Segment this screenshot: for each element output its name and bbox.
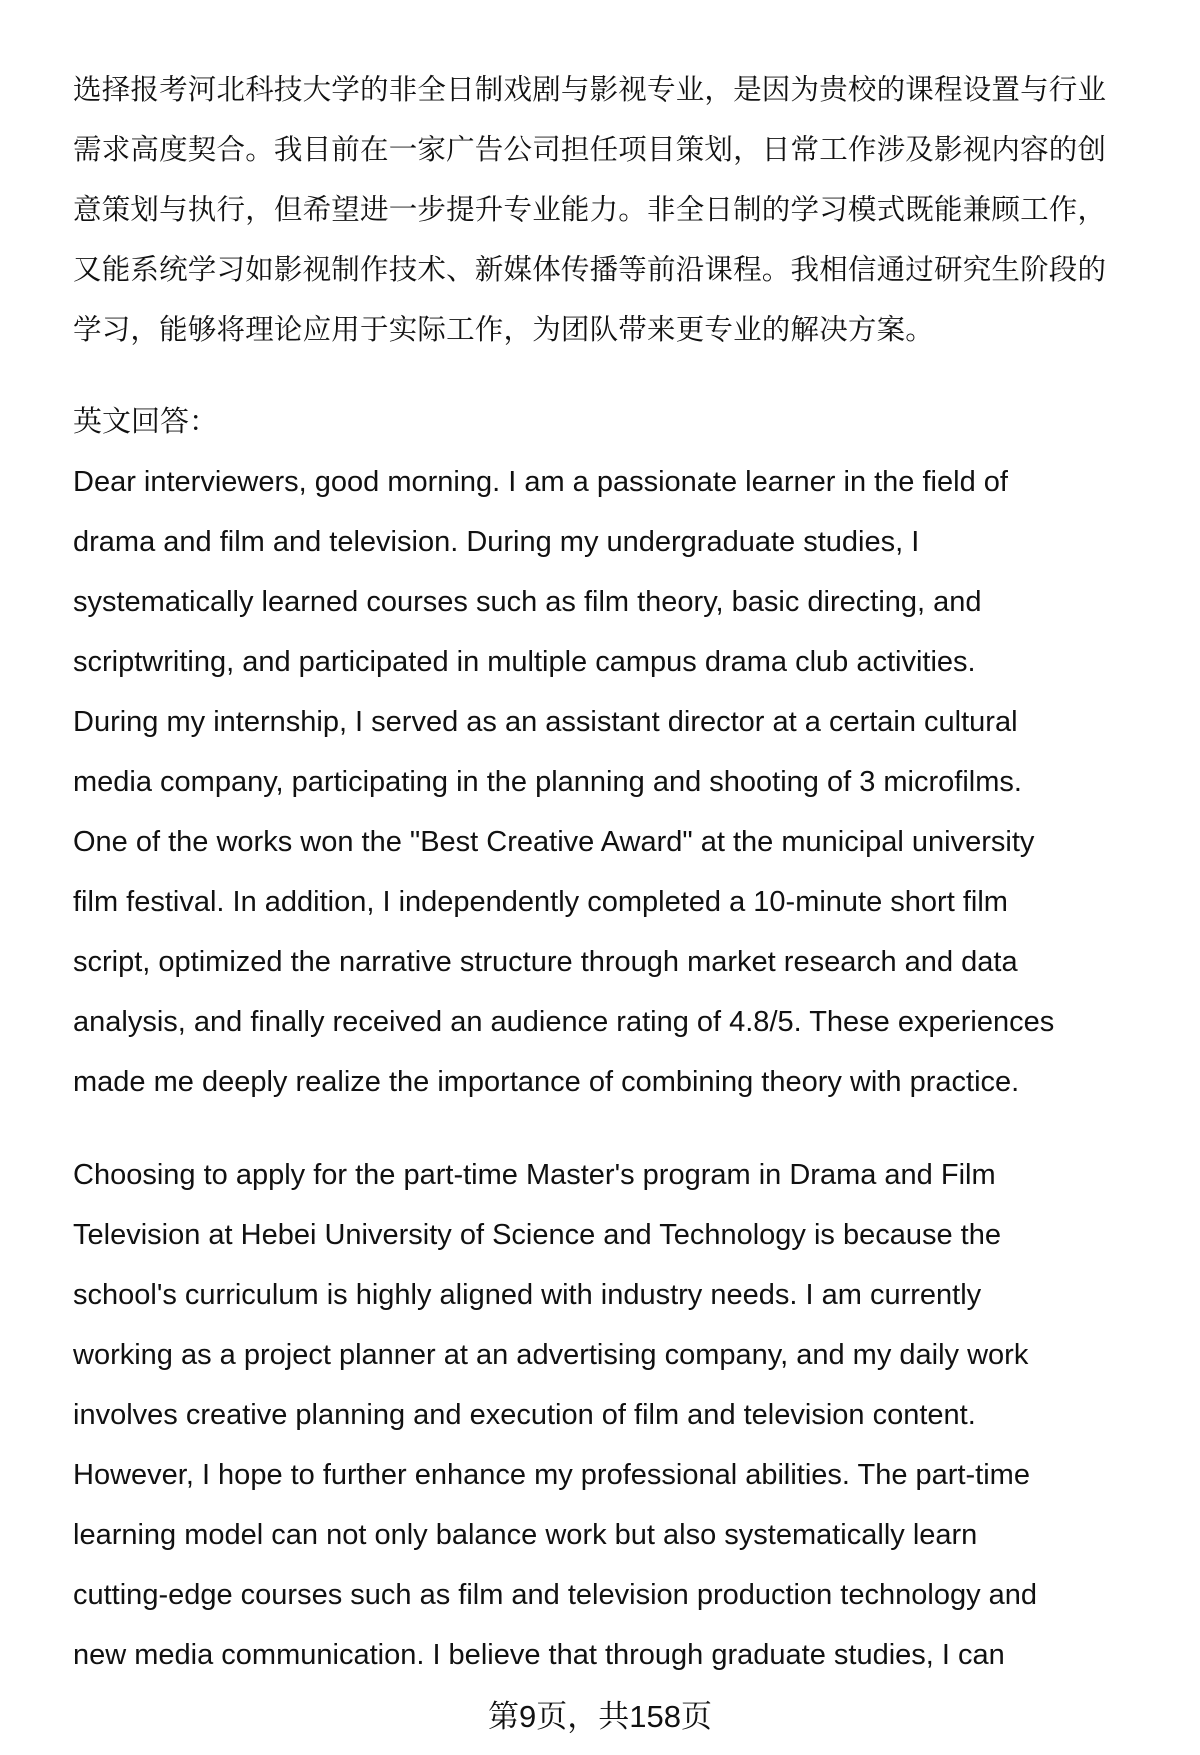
english-answer-paragraph-2	[73, 1145, 1160, 1685]
text-line: scriptwriting, and participated in multiple campus drama club activities.	[73, 646, 976, 678]
text-line: Television at Hebei University of Science and Technology is because the	[73, 1219, 1001, 1251]
text-line: analysis, and finally received an audience rating of 4.8/5. These experiences	[73, 1006, 1055, 1038]
text-line: During my internship, I served as an assistant director at a certain cultural	[73, 706, 1018, 738]
text-line: 学习，能够将理论应用于实际工作，为团队带来更专业的解决方案。	[73, 314, 935, 346]
text-line: 选择报考河北科技大学的非全日制戏剧与影视专业，是因为贵校的课程设置与行业	[73, 74, 1107, 106]
text-line: script, optimized the narrative structure through market research and data	[73, 946, 1018, 978]
text-line: Dear interviewers, good morning. I am a passionate learner in the field of	[73, 466, 1008, 498]
text-line: involves creative planning and execution of film and television content.	[73, 1399, 976, 1431]
text-line: systematically learned courses such as film theory, basic directing, and	[73, 586, 982, 618]
english-answer-label: 英文回答：	[73, 406, 219, 438]
text-line: 需求高度契合。我目前在一家广告公司担任项目策划，日常工作涉及影视内容的创	[73, 134, 1107, 166]
text-line: One of the works won the "Best Creative Award" at the municipal university	[73, 826, 1035, 858]
text-line: drama and film and television. During my undergraduate studies, I	[73, 526, 920, 558]
text-line: 又能系统学习如影视制作技术、新媒体传播等前沿课程。我相信通过研究生阶段的	[73, 254, 1107, 286]
text-line: media company, participating in the planning and shooting of 3 microfilms.	[73, 766, 1022, 798]
text-line: new media communication. I believe that through graduate studies, I can	[73, 1639, 1005, 1671]
text-line: learning model can not only balance work but also systematically learn	[73, 1519, 978, 1551]
chinese-answer-paragraph	[73, 60, 1160, 360]
text-line: However, I hope to further enhance my professional abilities. The part-time	[73, 1459, 1030, 1491]
text-line: school's curriculum is highly aligned with industry needs. I am currently	[73, 1279, 982, 1311]
text-line: cutting-edge courses such as film and television production technology and	[73, 1579, 1038, 1611]
english-answer-paragraph-1	[73, 452, 1160, 1112]
text-line: made me deeply realize the importance of combining theory with practice.	[73, 1066, 1020, 1098]
text-line: Choosing to apply for the part-time Master's program in Drama and Film	[73, 1159, 996, 1191]
page-number-footer: 第9页，共158页	[488, 1699, 712, 1734]
text-line: working as a project planner at an advertising company, and my daily work	[73, 1339, 1029, 1371]
text-line: 意策划与执行，但希望进一步提升专业能力。非全日制的学习模式既能兼顾工作，	[73, 194, 1107, 226]
text-line: film festival. In addition, I independently completed a 10-minute short film	[73, 886, 1008, 918]
